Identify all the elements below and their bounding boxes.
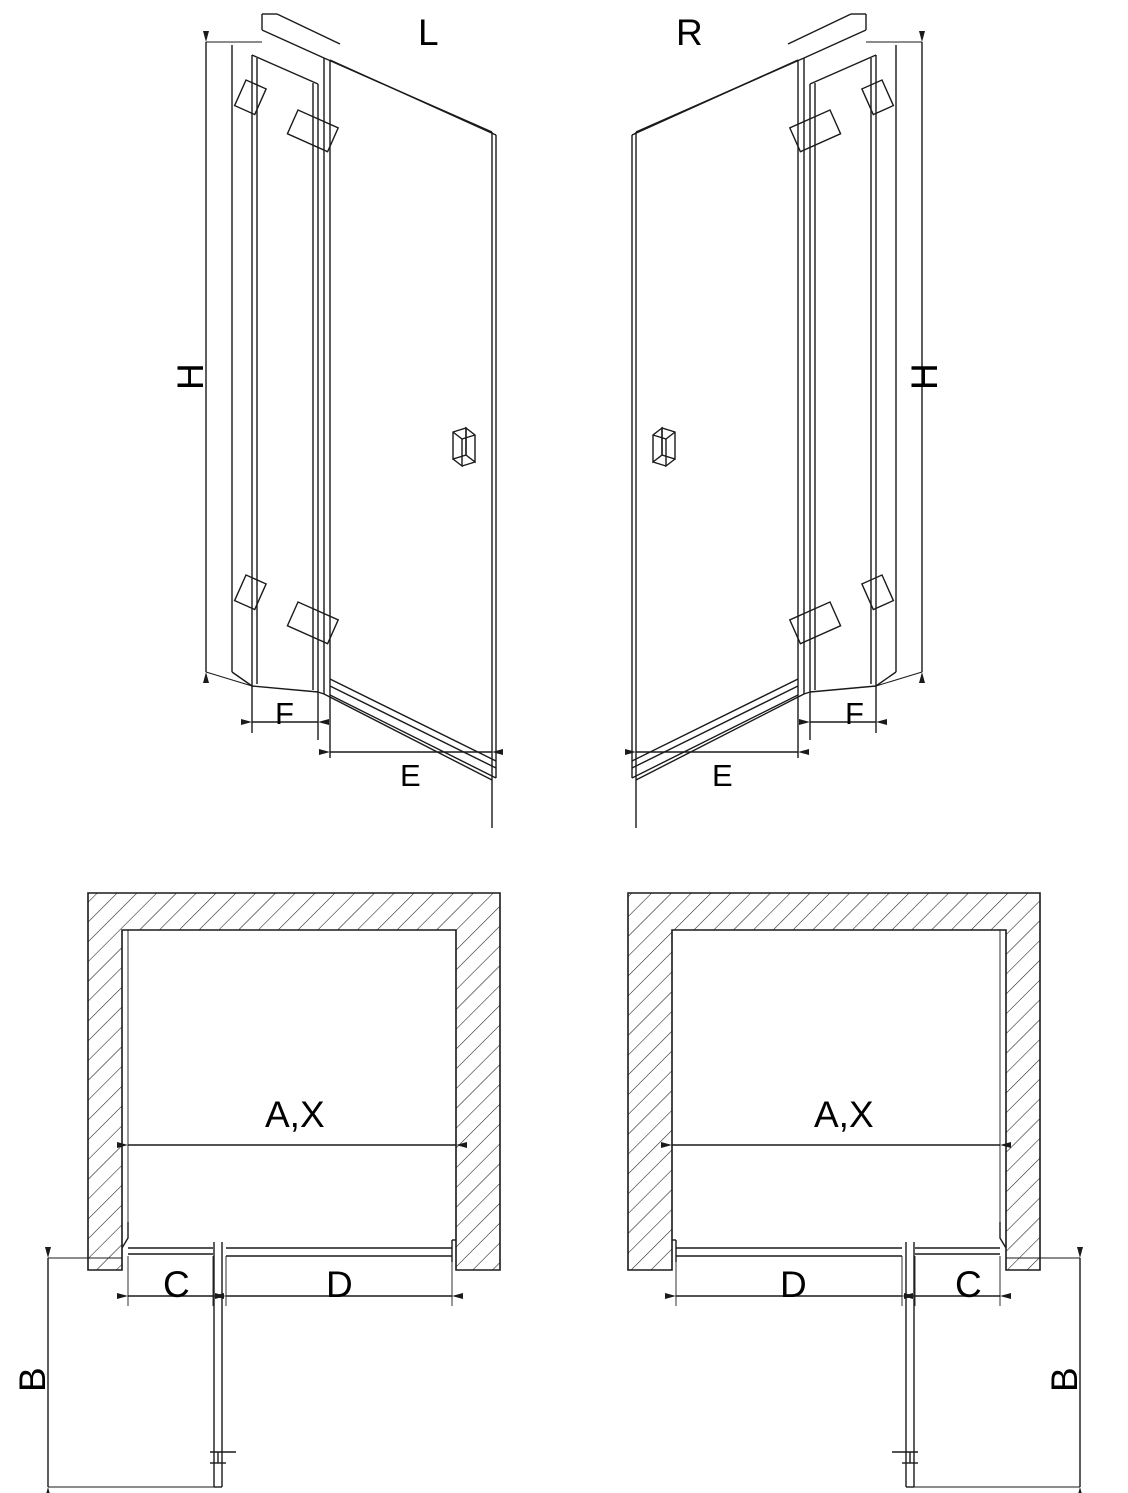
- label-e-left: E: [400, 758, 421, 793]
- label-e-right: E: [712, 758, 733, 793]
- label-c-left: C: [163, 1264, 190, 1305]
- label-f-left: F: [275, 696, 294, 731]
- iso-left-view: [206, 14, 496, 828]
- label-ax-right: A,X: [814, 1094, 874, 1135]
- label-f-right: F: [845, 696, 864, 731]
- label-d-right: D: [780, 1264, 807, 1305]
- label-hand-left: L: [418, 12, 439, 53]
- handle-left: [453, 428, 475, 466]
- dim-ax-right: [672, 930, 1000, 1240]
- iso-right-view: [632, 14, 922, 828]
- dim-h-left: [206, 42, 262, 686]
- label-hand-right: R: [676, 12, 703, 53]
- plan-left-view: [48, 893, 500, 1487]
- label-c-right: C: [955, 1264, 982, 1305]
- label-ax-left: A,X: [265, 1094, 325, 1135]
- label-h-left: H: [170, 363, 211, 390]
- handle-right: [653, 428, 675, 466]
- label-b-left: B: [12, 1367, 53, 1392]
- plan-right-view: [628, 893, 1080, 1487]
- label-d-left: D: [326, 1264, 353, 1305]
- hinge-group-right: [790, 80, 894, 644]
- label-b-right: B: [1044, 1367, 1085, 1392]
- hinge-group-left: [235, 80, 339, 644]
- label-h-right: H: [904, 363, 945, 390]
- dim-ax-left: [128, 930, 456, 1240]
